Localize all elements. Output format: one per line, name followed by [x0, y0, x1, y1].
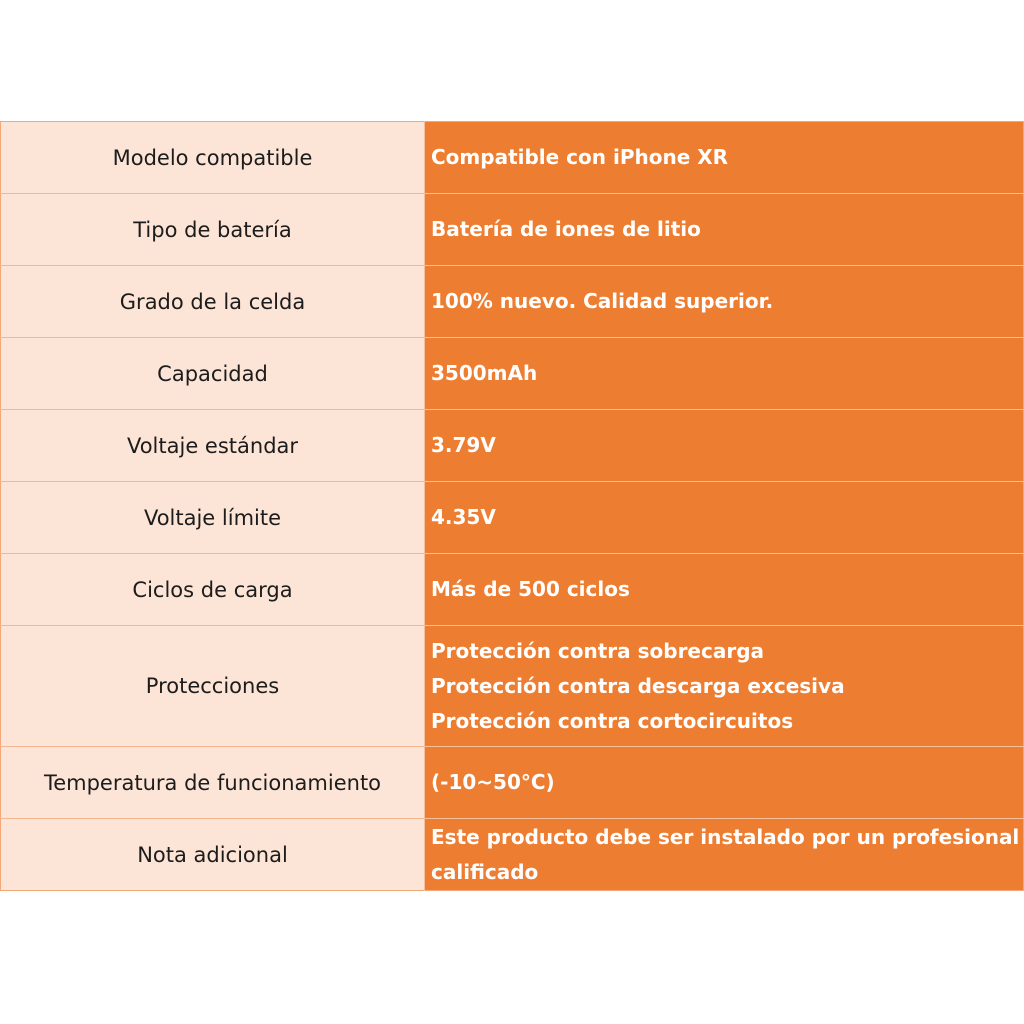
spec-value-line: 3.79V: [431, 433, 496, 457]
spec-value-line: Protección contra sobrecarga: [431, 638, 765, 663]
spec-value-line: 3500mAh: [431, 361, 538, 385]
spec-label: Voltaje estándar: [1, 410, 425, 482]
spec-value: [425, 747, 1024, 819]
table-row: [1, 338, 1024, 410]
table-row: [1, 747, 1024, 819]
spec-value: [425, 819, 1024, 891]
table-row: [1, 626, 1024, 747]
table-row: [1, 122, 1024, 194]
spec-value: [425, 122, 1024, 194]
spec-value-line: Protección contra cortocircuitos: [431, 708, 794, 733]
spec-label: Tipo de batería: [1, 194, 425, 266]
spec-value: [425, 626, 1024, 747]
table-row: [1, 554, 1024, 626]
spec-value-line: Más de 500 ciclos: [431, 577, 630, 601]
spec-label: Modelo compatible: [1, 122, 425, 194]
spec-label: Protecciones: [1, 626, 425, 747]
table-row: [1, 266, 1024, 338]
spec-label: Ciclos de carga: [1, 554, 425, 626]
spec-value-line: Este producto debe ser instalado por un profesional: [431, 824, 1020, 849]
spec-value-line: (-10~50°C): [431, 770, 555, 794]
spec-value: [425, 554, 1024, 626]
spec-value: [425, 410, 1024, 482]
spec-label: Voltaje límite: [1, 482, 425, 554]
spec-table: [0, 121, 1024, 891]
spec-value-line: Batería de iones de litio: [431, 217, 701, 241]
spec-label: Grado de la celda: [1, 266, 425, 338]
spec-value: [425, 194, 1024, 266]
spec-value-line: Protección contra descarga excesiva: [431, 673, 845, 698]
spec-label: Capacidad: [1, 338, 425, 410]
spec-value-line: Compatible con iPhone XR: [431, 145, 729, 169]
spec-value-line: 100% nuevo. Calidad superior.: [431, 289, 774, 313]
table-row: [1, 194, 1024, 266]
table-row: [1, 410, 1024, 482]
spec-value: [425, 338, 1024, 410]
spec-label: Temperatura de funcionamiento: [1, 747, 425, 819]
spec-value: [425, 482, 1024, 554]
table-row: [1, 482, 1024, 554]
table-row: [1, 819, 1024, 891]
spec-value: [425, 266, 1024, 338]
spec-label: Nota adicional: [1, 819, 425, 891]
spec-value-line: calificado: [431, 859, 539, 884]
spec-value-line: 4.35V: [431, 505, 496, 529]
